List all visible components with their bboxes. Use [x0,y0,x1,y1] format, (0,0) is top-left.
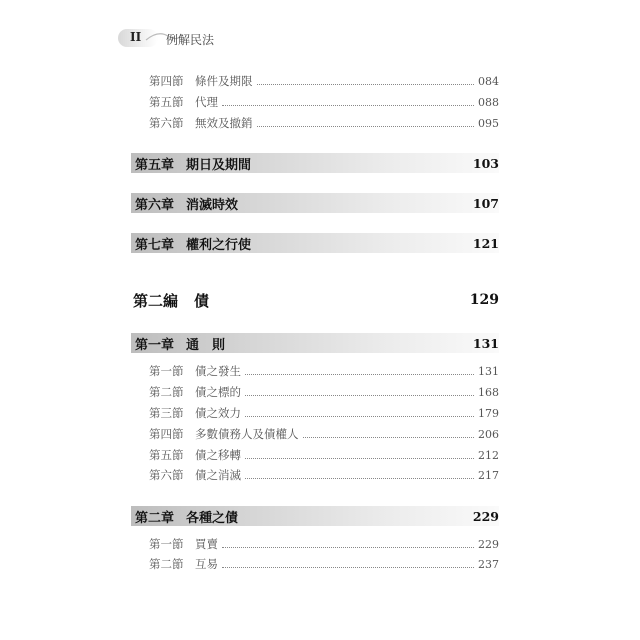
chapter-title: 通 則 [186,337,226,353]
section-number: 第一節 [149,537,184,551]
section-title: 債之消滅 [195,468,241,482]
chapter-title: 消滅時效 [186,197,239,213]
dot-leader [303,437,475,438]
chapter-page: 107 [472,195,499,211]
chapter-number: 第六章 [135,197,175,213]
toc-section-entry[interactable] [149,555,499,573]
section-page: 179 [478,406,499,420]
dot-leader [245,374,474,375]
section-title: 互易 [195,557,218,571]
part-title: 債 [194,291,210,310]
dot-leader [222,105,474,106]
book-title: 例解民法 [166,33,215,47]
toc-section-entry[interactable] [149,93,499,111]
section-title: 多數債務人及債權人 [195,427,299,441]
section-title: 買賣 [195,537,218,551]
toc-section-entry[interactable] [149,425,499,443]
toc-part-entry[interactable] [133,289,499,311]
section-number: 第二節 [149,557,184,571]
section-page: 168 [478,385,499,399]
chapter-number: 第一章 [135,337,175,353]
toc-section-entry[interactable] [149,362,499,380]
running-header [118,26,318,50]
section-number: 第四節 [149,74,184,88]
section-page: 095 [478,116,499,130]
section-page: 237 [478,557,499,571]
chapter-number: 第七章 [135,237,175,253]
toc-section-entry[interactable] [149,535,499,553]
toc-section-entry[interactable] [149,466,499,484]
toc-section-entry[interactable] [149,72,499,90]
dot-leader [222,567,474,568]
toc-chapter-entry[interactable] [131,333,499,353]
section-page: 088 [478,95,499,109]
section-number: 第一節 [149,364,184,378]
chapter-page: 103 [472,155,499,171]
toc-section-entry[interactable] [149,404,499,422]
page-number: II [130,30,142,44]
section-number: 第五節 [149,448,184,462]
dot-leader [245,478,474,479]
section-number: 第四節 [149,427,184,441]
section-title: 債之標的 [195,385,241,399]
toc-section-entry[interactable] [149,114,499,132]
dot-leader [257,126,475,127]
chapter-title: 期日及期間 [186,157,252,173]
section-page: 084 [478,74,499,88]
part-page: 129 [469,292,499,308]
section-title: 債之移轉 [195,448,241,462]
toc-chapter-entry[interactable] [131,193,499,213]
section-page: 212 [478,448,499,462]
chapter-page: 131 [472,335,499,351]
dot-leader [257,84,475,85]
section-number: 第六節 [149,468,184,482]
chapter-number: 第五章 [135,157,175,173]
section-title: 債之發生 [195,364,241,378]
toc-chapter-entry[interactable] [131,506,499,526]
toc-chapter-entry[interactable] [131,233,499,253]
dot-leader [222,547,474,548]
section-page: 217 [478,468,499,482]
section-page: 131 [478,364,499,378]
chapter-page: 121 [472,235,499,251]
section-title: 債之效力 [195,406,241,420]
section-number: 第六節 [149,116,184,130]
chapter-title: 各種之債 [186,510,239,526]
section-title: 無效及撤銷 [195,116,253,130]
section-number: 第三節 [149,406,184,420]
section-page: 206 [478,427,499,441]
dot-leader [245,458,474,459]
section-number: 第五節 [149,95,184,109]
dot-leader [245,395,474,396]
chapter-title: 權利之行使 [186,237,252,253]
section-number: 第二節 [149,385,184,399]
dot-leader [245,416,474,417]
chapter-number: 第二章 [135,510,175,526]
toc-chapter-entry[interactable] [131,153,499,173]
toc-section-entry[interactable] [149,446,499,464]
part-number: 第二編 [133,291,179,310]
section-title: 代理 [195,95,218,109]
section-page: 229 [478,537,499,551]
toc-section-entry[interactable] [149,383,499,401]
section-title: 條件及期限 [195,74,253,88]
chapter-page: 229 [472,508,499,524]
